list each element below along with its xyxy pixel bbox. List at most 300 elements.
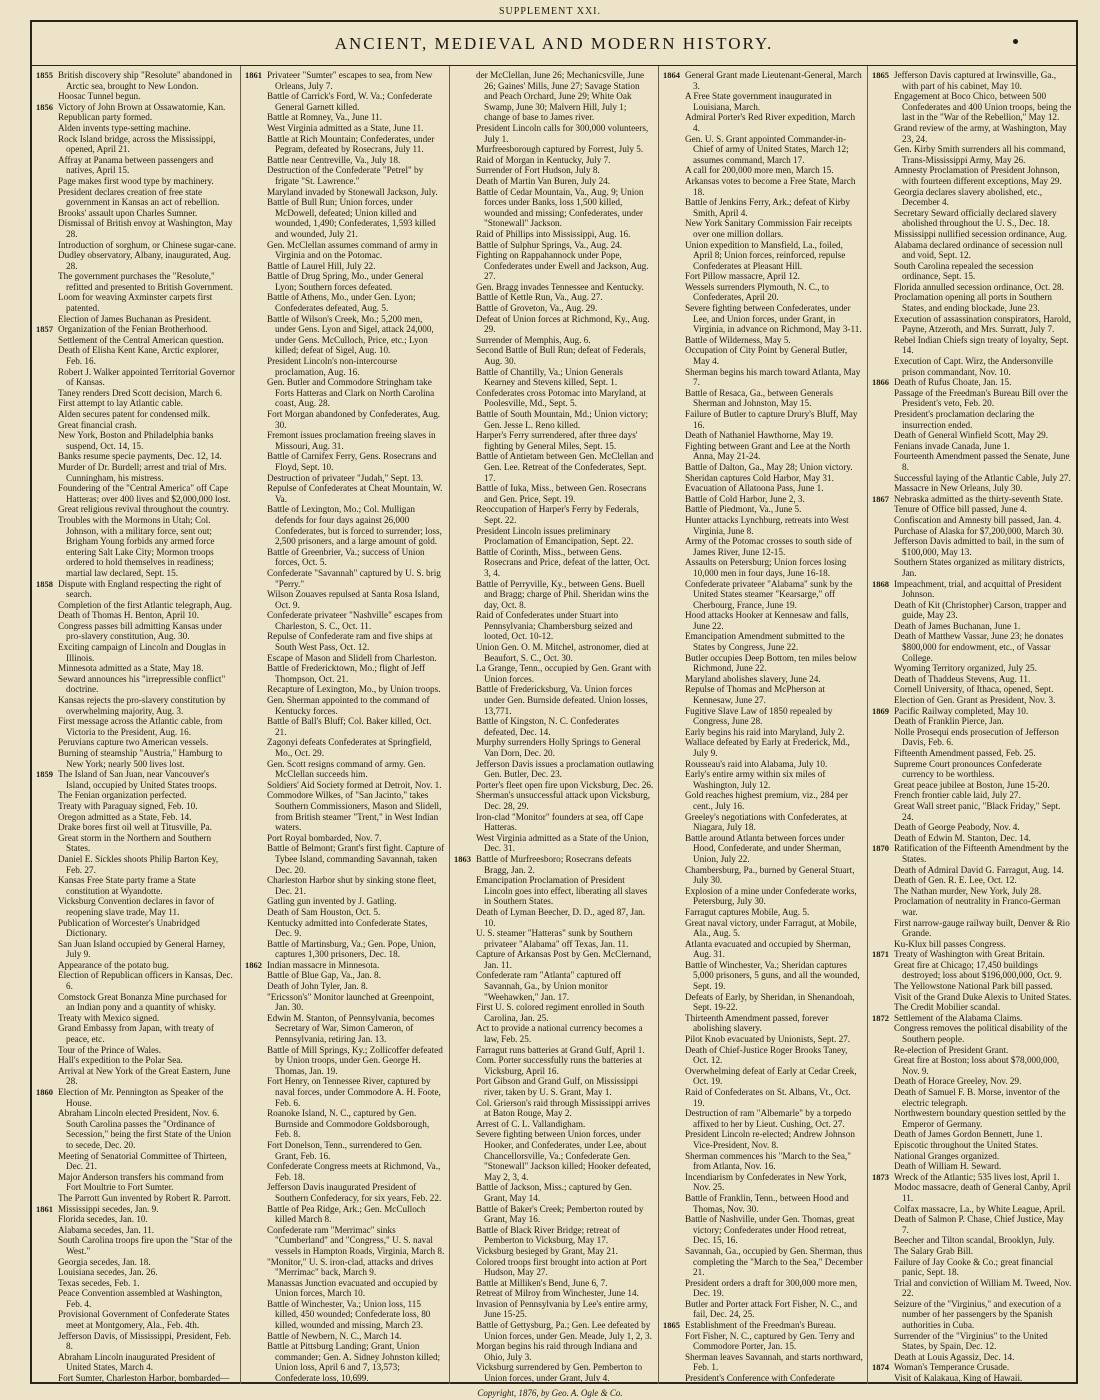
event-entry: Battle of Martinsburg, Va.; Gen. Pope, Union, captures 1,300 prisoners, Dec. 18. — [267, 938, 436, 960]
event-entry: Battle of Belmont; Grant's first fight. Capture of Tybee Island, commanding Savannah, taken Dec. 20. — [267, 843, 445, 875]
event-entry: Election of James Buchanan as President. — [58, 313, 212, 324]
event-entry: Seizure of the "Virginius," and execution of a number of her passengers by the Spanish authorities in Cuba. — [894, 1298, 1062, 1331]
event-entry: Dispute with England respecting the right of search. — [58, 578, 222, 600]
event-list — [894, 494, 1072, 579]
event-entry: Organization of the Fenian Brotherhood. — [58, 324, 208, 335]
event-entry: Battle of Ball's Bluff; Col. Baker killed, Oct. 21. — [267, 716, 432, 737]
event-list — [894, 1172, 1072, 1363]
event-entry: Fort Pillow massacre, April 12. — [685, 271, 800, 282]
event-entry: Great fire at Boston; loss about $78,000,000, Nov. 9. — [894, 1055, 1060, 1076]
event-entry: Evacuation of Allatoona Pass, June 1. — [685, 483, 824, 494]
event-entry: Fighting on Rappahannock under Pope, Confederates under Ewell and Jackson, Aug. 27. — [476, 250, 649, 282]
event-entry: Georgia declares slavery abolished, etc., December 4. — [894, 186, 1043, 208]
year-group — [872, 494, 1072, 579]
year-label: 1859 — [36, 769, 53, 780]
event-entry: Battle at Rich Mountain; Confederates, under Pegram, defeated by Rosecrans, July 11. — [267, 133, 435, 155]
event-entry: First narrow-gauge railway built, Denver & Rio Grande. — [894, 917, 1070, 939]
event-list — [894, 1362, 1072, 1384]
event-entry: Proclamation of neutrality in Franco-German war. — [894, 896, 1061, 917]
event-entry: Death of George Peabody, Nov. 4. — [894, 822, 1020, 833]
event-entry: Raid of Confederates under Stuart into Pennsylvania; Chambersburg seized and looted, Oct. 10-12. — [476, 610, 633, 642]
event-entry: Death of Lyman Beecher, D. D., aged 87, Jan. 10. — [476, 906, 646, 928]
event-entry: Kansas rejects the pro-slavery constitution by overwhelming majority, Aug. 3. — [58, 695, 226, 716]
event-entry: Execution of assassination conspirators, Harold, Payne, Atzeroth, and Mrs. Surratt, July 7. — [894, 313, 1072, 335]
event-entry: President Lincoln issues preliminary Proclamation of Emancipation, Sept. 22. — [476, 525, 634, 547]
event-list — [58, 769, 236, 1087]
event-entry: Arrival at New York of the Great Eastern, June 28. — [58, 1065, 231, 1087]
event-entry: Treaty with Mexico signed. — [58, 1012, 160, 1023]
event-entry: Death of General Winfield Scott, May 29. — [894, 430, 1049, 441]
event-entry: Minnesota admitted as a State, May 18. — [58, 663, 204, 674]
event-entry: Burning of steamship "Austria," Hamburg to New York; nearly 500 lives lost. — [58, 748, 223, 769]
event-entry: New York, Boston and Philadelphia banks suspend, Oct. 14, 15. — [58, 430, 214, 451]
event-entry: Battle of Piedmont, Va., June 5. — [685, 504, 802, 515]
event-entry: Fenians invade Canada, June 1. — [894, 440, 1010, 451]
event-list — [894, 1013, 1072, 1172]
event-entry: Death of Kit (Christopher) Carson, trapper and guide, May 23. — [894, 599, 1067, 621]
event-entry: Fort Donelson, Tenn., surrendered to Gen. Grant, Feb. 16. — [267, 1139, 423, 1161]
event-entry: Vicksburg besieged by Grant, May 21. — [476, 1245, 618, 1256]
year-group — [245, 70, 445, 960]
event-entry: President Lincoln calls for 300,000 volunteers, July 1. — [476, 122, 649, 144]
event-entry: Texas secedes, Feb. 1. — [58, 1277, 140, 1288]
event-entry: Battle of South Mountain, Md.; Union victory; Gen. Jesse L. Reno killed. — [476, 409, 649, 430]
event-entry: Hunter attacks Lynchburg, retreats into West Virginia, June 8. — [685, 514, 849, 536]
event-entry: President Lincoln's non-intercourse proclamation, Aug. 16. — [267, 356, 398, 377]
event-entry: Battle of Fredericktown, Mo.; flight of Jeff Thompson, Oct. 21. — [267, 663, 426, 684]
event-entry: Battle of Perryville, Ky., between Gens. Buell and Bragg; charge of Phil. Sheridan wins the day, Oct. 8. — [476, 578, 649, 610]
event-entry: Death of Samuel F. B. Morse, inventor of the electric telegraph. — [894, 1087, 1060, 1108]
event-entry: Mississippi secedes, Jan. 9. — [58, 1203, 159, 1214]
event-entry: Georgia secedes, Jan. 18. — [58, 1256, 151, 1267]
year-label: 1863 — [454, 853, 471, 864]
year-group — [36, 579, 236, 770]
event-entry: Beecher and Tilton scandal, Brooklyn, July. — [894, 1235, 1055, 1246]
year-label: 1865 — [872, 70, 889, 80]
event-entry: Treaty with Paraguay signed, Feb. 10. — [58, 800, 198, 811]
event-entry: Death of Elisha Kent Kane, Arctic explorer, Feb. 16. — [58, 345, 219, 367]
event-entry: Vicksburg Convention declares in favor of reopening slave trade, May 11. — [58, 896, 215, 917]
event-entry: Vicksburg surrendered by Gen. Pemberton to Union forces, under Grant, July 4. — [476, 1362, 643, 1384]
year-group — [872, 706, 1072, 844]
event-entry: Iron-clad "Monitor" founders at sea, off Cape Hatteras. — [476, 811, 644, 833]
event-entry: The Fenian organization perfected. — [58, 790, 187, 801]
event-entry: Failure of Butler to capture Drury's Bluff, May 16. — [685, 409, 858, 430]
event-entry: Great storm in the Northern and Southern States. — [58, 832, 212, 854]
event-entry: The government purchases the "Resolute," refitted and presented to British Government. — [58, 271, 233, 292]
event-entry: Battle of Wilderness, May 5. — [685, 334, 791, 345]
event-entry: Gen. U. S. Grant appointed Commander-in-Chief of army of United States, March 12; assumes command, March 17. — [685, 133, 849, 165]
event-entry: Farragut runs batteries at Grand Gulf, April 1. — [476, 1044, 645, 1055]
event-entry: Battle of Baker's Creek; Pemberton routed by Grant, May 16. — [476, 1203, 644, 1225]
event-entry: Battle of Iuka, Miss., between Gen. Rosecrans and Gen. Price, Sept. 19. — [476, 483, 647, 504]
event-entry: Second Battle of Bull Run; defeat of Federals, Aug. 30. — [476, 345, 646, 367]
event-entry: Death of James Gordon Bennett, June 1. — [894, 1129, 1043, 1140]
event-entry: Raid of Morgan in Kentucky, July 7. — [476, 154, 611, 165]
year-group — [872, 843, 1072, 949]
event-entry: Foundering of the "Central America" off Cape Hatteras; over 400 lives and $2,000,000 lost. — [58, 483, 231, 504]
event-entry: "Monitor," U. S. iron-clad, attacks and drives "Merrimac" back, March 9. — [267, 1256, 434, 1278]
event-entry: Murphy surrenders Holly Springs to General Van Dorn, Dec. 20. — [476, 737, 641, 758]
event-entry: Maryland abolishes slavery, June 24. — [685, 673, 821, 684]
event-entry: Early begins his raid into Maryland, July 2. — [685, 726, 845, 737]
event-entry: Confederate "Savannah" captured by U. S. brig "Perry." — [267, 567, 441, 589]
page-title: ANCIENT, MEDIEVAL AND MODERN HISTORY. — [334, 33, 774, 53]
event-entry: Charleston Harbor shut by sinking stone fleet, Dec. 21. — [267, 875, 437, 896]
year-label: 1861 — [245, 70, 262, 80]
title-bar — [32, 22, 1076, 66]
event-entry: Battle of Blue Gap, Va., Jan. 8. — [267, 970, 381, 981]
event-entry: French frontier cable laid, July 27. — [894, 790, 1021, 801]
event-entry: Soldiers' Aid Society formed at Detroit, Nov. 1. — [267, 779, 442, 790]
event-entry: Battle of Antietam between Gen. McClellan and Gen. Lee. Retreat of the Confederates, Sept. 17. — [476, 451, 654, 483]
event-entry: Battle of Carrick's Ford, W. Va.; Confederate General Garnett killed. — [267, 91, 433, 112]
event-entry: Surrender of Memphis, Aug. 6. — [476, 334, 591, 345]
event-entry: Battle of Lexington, Mo.; Col. Mulligan defends for four days against 26,000 Confederates, but is forced to surrender; loss, 2,500 prisoners, and a large amount of gold. — [267, 504, 442, 547]
event-entry: Appearance of the potato bug. — [58, 959, 169, 970]
event-entry: Drake bores first oil well at Titusville, Pa. — [58, 822, 212, 833]
event-entry: Gen. Butler and Commodore Stringham take Forts Hatteras and Clark on North Carolina coast, Aug. 28. — [267, 377, 435, 409]
event-entry: Fort Morgan abandoned by Confederates, Aug. 30. — [267, 409, 441, 430]
event-entry: Army of the Potomac crosses to south side of James River, June 12-15. — [685, 536, 852, 557]
event-entry: Page makes first wood type by machinery. — [58, 175, 214, 186]
event-entry: Jefferson Davis inaugurated President of Southern Confederacy, for six years, Feb. 22. — [267, 1182, 442, 1203]
event-entry: Privateer "Sumter" escapes to sea, from New Orleans, July 7. — [267, 70, 433, 91]
event-entry: Election of Republican officers in Kansas, Dec. 6. — [58, 970, 233, 992]
event-entry: Congress removes the political disability of the Southern people. — [894, 1023, 1068, 1045]
year-group — [454, 854, 654, 1384]
event-entry: President's proclamation declaring the insurrection ended. — [894, 409, 1035, 430]
event-entry: Port Royal bombarded, Nov. 7. — [267, 832, 382, 843]
event-list — [894, 843, 1072, 949]
year-label: 1873 — [872, 1171, 889, 1182]
year-label: 1855 — [36, 70, 53, 80]
event-entry: Battle of Greenbrier, Va.; success of Union forces, Oct. 5. — [267, 546, 425, 568]
event-entry: West Virginia admitted as a State, June 11. — [267, 122, 424, 133]
event-entry: Battle of Athens, Mo., under Gen. Lyon; Confederates defeated, Aug. 5. — [267, 292, 416, 314]
event-entry: Brooks' assault upon Charles Sumner. — [58, 207, 198, 218]
event-entry: Morgan begins his raid through Indiana and Ohio, July 3. — [476, 1341, 638, 1362]
event-entry: Raid of Confederates on St. Albans, Vt., Oct. 19. — [685, 1087, 851, 1108]
event-entry: Death of Admiral David G. Farragut, Aug. 14. — [894, 864, 1064, 875]
event-entry: Fremont issues proclamation freeing slaves in Missouri, Aug. 31. — [267, 430, 436, 451]
event-entry: Great Wall street panic, "Black Friday," Sept. 24. — [894, 800, 1061, 822]
event-entry: Oregon admitted as a State, Feb. 14. — [58, 811, 192, 822]
event-list — [685, 1320, 863, 1384]
event-entry: Thirteenth Amendment passed, forever abolishing slavery. — [685, 1012, 829, 1034]
event-entry: Com. Porter successfully runs the batteries at Vicksburg, April 16. — [476, 1055, 643, 1076]
event-entry: Battle of Kingston, N. C. Confederates defeated, Dec. 14. — [476, 716, 619, 737]
event-list — [685, 70, 863, 1320]
event-entry: Port Gibson and Grand Gulf, on Mississippi river, taken by U. S. Grant, May 1. — [476, 1076, 639, 1097]
event-entry: Surrender of the "Virginius" to the United States, by Spain, Dec. 12. — [894, 1330, 1048, 1352]
event-entry: Peace Convention assembled at Washington, Feb. 4. — [58, 1288, 223, 1309]
event-entry: Battle of Resaca, Ga., between Generals Sherman and Johnston, May 15. — [685, 387, 833, 409]
event-entry: Murder of Dr. Burdell; arrest and trial of Mrs. Cunningham, his mistress. — [58, 461, 227, 483]
event-entry: First U. S. colored regiment enrolled in South Carolina, Jan. 25. — [476, 1002, 645, 1023]
event-entry: Greeley's negotiations with Confederates, at Niagara, July 18. — [685, 811, 848, 833]
event-entry: National Granges organized. — [894, 1150, 1000, 1161]
event-entry: Chambersburg, Pa., burned by General Stuart, July 30. — [685, 864, 855, 886]
event-entry: President Lincoln re-elected; Andrew Johnson Vice-President, Nov. 8. — [685, 1129, 855, 1150]
event-entry: Death of Gen. R. E. Lee, Oct. 12. — [894, 875, 1017, 886]
event-entry: Publication of Worcester's Unabridged Dictionary. — [58, 917, 200, 939]
event-entry: Introduction of sorghum, or Chinese sugar-cane. — [58, 239, 236, 250]
event-entry: Alden secures patent for condensed milk. — [58, 409, 211, 419]
year-group — [872, 1013, 1072, 1172]
event-entry: Gen. Bragg invades Tennessee and Kentucky. — [476, 281, 644, 292]
event-list — [894, 579, 1072, 706]
event-entry: Battle at Romney, Va., June 11. — [267, 112, 382, 123]
event-entry: Re-election of President Grant. — [894, 1044, 1009, 1055]
year-group — [872, 949, 1072, 1013]
event-entry: Battle of Bull Run; Union forces, under McDowell, defeated; Union killed and wounded, 1,490; Confederates, 1,593 killed and wounded, July 21. — [267, 197, 436, 239]
event-entry: Jefferson Davis issues a proclamation outlawing Gen. Butler, Dec. 23. — [476, 758, 654, 780]
event-entry: Proclamation opening all ports in Southern States, and ending blockade, June 23. — [894, 292, 1052, 314]
event-entry: Passage of the Freedman's Bureau Bill over the President's veto, Feb. 20. — [894, 387, 1068, 409]
event-entry: Congress passes bill admitting Kansas under pro-slavery constitution, Aug. 30. — [58, 620, 223, 642]
event-entry: Commodore Wilkes, of "San Jacinto," takes Southern Commissioners, Mason and Slidell, from British steamer "Trent," in West Indian waters. — [267, 790, 442, 833]
event-entry: Kentucky admitted into Confederate States, Dec. 9. — [267, 917, 428, 939]
event-entry: Porter's fleet open fire upon Vicksburg, Dec. 26. — [476, 779, 654, 790]
year-label: 1871 — [872, 949, 889, 960]
event-entry: Escape of Mason and Slidell from Charleston. — [267, 652, 437, 663]
event-entry: Wilson Zouaves repulsed at Santa Rosa Island, Oct. 9. — [267, 589, 440, 610]
year-label: 1867 — [872, 493, 889, 504]
event-entry: Jefferson Davis captured at Irwinsville, Ga., with part of his cabinet, May 10. — [894, 70, 1057, 91]
event-entry: Explosion of a mine under Confederate works, Petersburg, July 30. — [685, 885, 857, 907]
event-entry: Gen. Sherman appointed to the command of Kentucky forces. — [267, 695, 430, 716]
event-entry: Confederate privateer "Alabama" sunk by the United States steamer "Kearsarge," off Cherbourg, France, June 19. — [685, 578, 853, 610]
event-entry: Sherman leaves Savannah, and starts northward, Feb. 1. — [685, 1351, 863, 1373]
event-entry: First attempt to lay Atlantic cable. — [58, 398, 184, 409]
year-group — [872, 377, 1072, 494]
event-entry: The Parrott Gun invented by Robert R. Parrott. — [58, 1192, 231, 1203]
event-entry: Pilot Knob evacuated by Unionists, Sept. 27. — [685, 1034, 851, 1045]
event-entry: Fugitive Slave Law of 1850 repealed by Congress, June 28. — [685, 705, 833, 727]
event-entry: Great religious revival throughout the country. — [58, 504, 229, 515]
event-entry: Alabama declared ordinance of secession null and void, Sept. 12. — [894, 239, 1063, 261]
event-entry: Northwestern boundary question settled by the Emperor of Germany. — [894, 1108, 1066, 1129]
event-entry: Jefferson Davis admitted to bail, in the sum of $100,000, May 13. — [894, 536, 1065, 557]
event-entry: Impeachment, trial, and acquittal of President Johnson. — [894, 578, 1062, 600]
year-group — [872, 70, 1072, 377]
event-entry: Amnesty Proclamation of President Johnson, with fourteen different exceptions, May 29. — [894, 165, 1062, 186]
event-entry: Maryland invaded by Stonewall Jackson, July. — [267, 186, 438, 197]
event-entry: Pacific Railway completed, May 10. — [894, 705, 1029, 716]
event-entry: Massacre in New Orleans, July 30. — [894, 483, 1023, 494]
year-label: 1865 — [663, 1320, 680, 1331]
event-entry: Election of Mr. Pennington as Speaker of the House. — [58, 1087, 224, 1108]
event-entry: Overwhelming defeat of Early at Cedar Creek, Oct. 19. — [685, 1065, 857, 1087]
event-entry: Florida annulled secession ordinance, Oct. 28. — [894, 281, 1064, 292]
year-group — [36, 102, 236, 324]
event-entry: Meeting of Senatorial Committee of Thirteen, Dec. 21. — [58, 1150, 227, 1172]
year-label: 1872 — [872, 1012, 889, 1023]
event-entry: Purchase of Alaska for $7,200,000, March 30. — [894, 525, 1064, 536]
event-entry: Battle of Kettle Run, Va., Aug. 27. — [476, 292, 603, 303]
event-entry: Atlanta evacuated and occupied by Sherman, Aug. 31. — [685, 938, 851, 960]
event-entry: Assaults on Petersburg; Union forces losing 10,000 men in four days, June 16-18. — [685, 557, 847, 578]
event-entry: Alden invents type-setting machine. — [58, 122, 191, 133]
event-entry: Banks resume specie payments, Dec. 12, 14. — [58, 451, 222, 462]
event-entry: Capture of Arkansas Post by Gen. McClernand, Jan. 11. — [476, 949, 652, 970]
year-group — [36, 70, 236, 102]
event-entry: Fort Fisher, N. C., captured by Gen. Terry and Commodore Porter, Jan. 15. — [685, 1330, 855, 1352]
event-entry: Butler and Porter attack Fort Fisher, N. C., and fail, Dec. 24, 25. — [685, 1298, 858, 1320]
event-entry: "Ericsson's" Monitor launched at Greenpoint, Jan. 30. — [267, 991, 435, 1013]
event-entry: Battle of Groveton, Va., Aug. 29. — [476, 303, 598, 314]
year-label: 1862 — [245, 959, 262, 970]
event-entry: Retreat of Milroy from Winchester, June 14. — [476, 1288, 639, 1299]
event-entry: Great fire at Chicago; 17,450 buildings destroyed; loss about $196,000,000, Oct. 9. — [894, 959, 1062, 981]
event-entry: Battle of Pea Ridge, Ark.; Gen. McCulloch killed March 8. — [267, 1203, 426, 1225]
event-entry: Death of Chief-Justice Roger Brooks Taney, Oct. 12. — [685, 1044, 848, 1066]
event-entry: der McClellan, June 26; Mechanicsville, June 26; Gaines' Mills, June 27; Savage Station and Peach Orchard, June 29; White Oak Swamp, June 30; Malvern Hill, July 1; change of base to James river. — [476, 70, 645, 123]
event-list — [58, 1087, 236, 1204]
year-label: 1869 — [872, 705, 889, 716]
event-entry: Destruction of the Confederate "Petrel" by frigate "St. Lawrence." — [267, 165, 424, 186]
event-entry: Rock Island bridge, across the Mississippi, opened, April 21. — [58, 133, 216, 155]
event-entry: Admiral Porter's Red River expedition, March 4. — [685, 112, 856, 133]
event-entry: Gen. Kirby Smith surrenders all his command, Trans-Mississippi Army, May 26. — [894, 144, 1066, 165]
event-entry: The Island of San Juan, near Vancouver's Island, occupied by United States troops. — [58, 769, 217, 790]
event-entry: Failure of Jay Cooke & Co.; great financial panic, Sept. 18. — [894, 1256, 1054, 1278]
event-entry: Exciting campaign of Lincoln and Douglas in Illinois. — [58, 642, 226, 663]
event-entry: Kansas Free State party frame a State constitution at Wyandotte. — [58, 875, 196, 896]
event-list — [58, 70, 236, 102]
event-entry: Death of Matthew Vassar, June 23; he donates $800,000 for endowment, etc., of Vassar College. — [894, 631, 1064, 663]
event-entry: Murfreesborough captured by Forrest, July 5. — [476, 144, 644, 155]
event-entry: Reoccupation of Harper's Ferry by Federals, Sept. 22. — [476, 504, 639, 525]
event-entry: Battle of Chantilly, Va.; Union Generals Kearney and Stevens killed, Sept. 1. — [476, 366, 623, 388]
event-entry: Execution of Capt. Wirz, the Andersonville prison commandant, Nov. 10. — [894, 356, 1053, 377]
event-entry: Indian massacre in Minnesota. — [267, 959, 380, 970]
event-entry: Repulse of Thomas and McPherson at Kennesaw, June 27. — [685, 684, 825, 706]
event-entry: Death of John Tyler, Jan. 8. — [267, 981, 368, 992]
event-entry: Fifteenth Amendment passed, Feb. 25. — [894, 748, 1036, 758]
event-entry: Modoc massacre, death of General Canby, April 11. — [894, 1182, 1071, 1203]
event-entry: Battle of Cedar Mountain, Va., Aug. 9; Union forces under Banks, loss 1,500 killed, wounded and missing; Confederates, under "Stonewall" Jackson. — [476, 186, 644, 229]
event-entry: A Free State government inaugurated in Louisiana, March. — [685, 91, 832, 112]
event-entry: Battle of Mill Springs, Ky.; Zollicoffer defeated by Union troops, under Gen. George H. Thomas, Jan. 19. — [267, 1044, 443, 1076]
event-entry: Battle of Laurel Hill, July 22. — [267, 260, 376, 271]
event-entry: Confederate ram "Atlanta" captured off Savannah, Ga., by Union monitor "Weehawken," Jan. 17. — [476, 970, 622, 1002]
event-entry: Battle of Drug Spring, Mo., under General Lyon; Southern forces defeated. — [267, 271, 424, 292]
event-entry: Ku-Klux bill passes Congress. — [894, 938, 1006, 949]
event-entry: Robert J. Walker appointed Territorial Governor of Kansas. — [58, 366, 235, 388]
event-entry: Wyoming Territory organized, July 25. — [894, 663, 1037, 674]
event-list — [58, 1204, 236, 1384]
event-entry: President orders a draft for 300,000 more men, Dec. 19. — [685, 1277, 858, 1299]
event-entry: Loom for weaving Axminster carpets first patented. — [58, 292, 213, 314]
event-entry: Wallace defeated by Early at Frederick, Md., July 9. — [685, 737, 850, 758]
event-entry: Grand Embassy from Japan, with treaty of peace, etc. — [58, 1023, 214, 1045]
year-label: 1860 — [36, 1087, 53, 1097]
event-entry: Florida secedes, Jan. 10. — [58, 1214, 148, 1225]
event-entry: Establishment of the Freedman's Bureau. — [685, 1320, 836, 1331]
event-entry: Sherman commences his "March to the Sea," from Atlanta, Nov. 16. — [685, 1150, 851, 1172]
year-group — [36, 1204, 236, 1384]
history-column-2 — [241, 66, 450, 1384]
event-entry: Death of Salmon P. Chase, Chief Justice, May 7. — [894, 1214, 1064, 1235]
event-entry: Seward announces his "irrepressible conflict" doctrine. — [58, 673, 226, 695]
event-entry: Rebel Indian Chiefs sign treaty of loyalty, Sept. 14. — [894, 334, 1069, 356]
event-entry: Manassas Junction evacuated and occupied by Union forces, March 10. — [267, 1277, 438, 1299]
event-entry: Jefferson Davis, of Mississippi, President, Feb. 8. — [58, 1330, 232, 1352]
event-entry: Early's entire army within six miles of Washington, July 12. — [685, 769, 826, 790]
event-entry: Battle of Cold Harbor, June 2, 3. — [685, 493, 805, 504]
event-entry: Woman's Temperance Crusade. — [894, 1362, 1010, 1373]
event-entry: Ratification of the Fifteenth Amendment by the States. — [894, 843, 1069, 864]
event-entry: The Salary Grab Bill. — [894, 1245, 974, 1256]
event-entry: Battle of Fredericksburg, Va. Union forces under Gen. Burnside defeated. Union losses, 13,771. — [476, 684, 648, 716]
event-entry: Colored troops first brought into action at Port Hudson, May 27. — [476, 1256, 647, 1278]
event-entry: Dudley observatory, Albany, inaugurated, Aug. 28. — [58, 250, 231, 271]
event-entry: Fighting between Grant and Lee at the North Anna, May 21-24. — [685, 440, 851, 462]
event-entry: Major Anderson transfers his command from Fort Moultrie to Fort Sumter. — [58, 1171, 224, 1193]
event-entry: Battle of Wilson's Creek, Mo.; 5,200 men, under Gens. Lyon and Sigel, attack 24,000, under Gens. McCulloch, Price, etc.; Lyon killed; defeat of Sigel, Aug. 10. — [267, 313, 434, 356]
event-entry: Death of Sam Houston, Oct. 5. — [267, 906, 381, 917]
event-entry: Comstock Great Bonanza Mine purchased for an Indian pony and a quantity of whisky. — [58, 991, 227, 1013]
year-label: 1858 — [36, 578, 53, 589]
event-entry: Occupation of City Point by General Butler, May 4. — [685, 345, 848, 367]
event-entry: Battle of Jackson, Miss.; captured by Gen. Grant, May 14. — [476, 1182, 632, 1203]
event-entry: Roanoke Island, N. C., captured by Gen. Burnside and Commodore Goldsborough, Feb. 8. — [267, 1108, 430, 1140]
event-entry: Nebraska admitted as the thirty-seventh State. — [894, 493, 1063, 504]
event-entry: Act to provide a national currency becomes a law, Feb. 25. — [476, 1023, 643, 1045]
event-entry: Successful laying of the Atlantic Cable, July 27. — [894, 472, 1071, 483]
year-label: 1868 — [872, 578, 889, 589]
supplement-label: SUPPLEMENT XXI. — [498, 6, 602, 17]
event-entry: Treaty of Washington with Great Britain. — [894, 949, 1045, 960]
event-entry: Death of Thomas H. Benton, April 10. — [58, 610, 199, 621]
event-entry: Death of Horace Greeley, Nov. 29. — [894, 1076, 1022, 1087]
event-entry: Death of Martin Van Buren, July 24. — [476, 175, 611, 186]
event-entry: Great naval victory, under Farragut, at Mobile, Ala., Aug. 5. — [685, 917, 857, 939]
event-entry: Southern States organized as military districts, Jan. — [894, 557, 1065, 578]
event-entry: Settlement of the Central American question. — [58, 334, 224, 345]
event-entry: Death of Thaddeus Stevens, Aug. 11. — [894, 673, 1031, 684]
event-entry: Repulse of Confederate ram and five ships at South West Pass, Oct. 12. — [267, 631, 433, 653]
event-entry: Death of Edwin M. Stanton, Dec. 14. — [894, 832, 1031, 843]
event-entry: Invasion of Pennsylvania by Lee's entire army, June 15-25. — [476, 1298, 648, 1320]
event-entry: Battle of Corinth, Miss., between Gens. Rosecrans and Price, defeat of the latter, Oct. 3, 4. — [476, 546, 650, 578]
event-entry: Supreme Court pronounces Confederate currency to be worthless. — [894, 758, 1042, 780]
year-label: 1866 — [872, 377, 889, 388]
event-entry: Battle of Murfreesboro; Rosecrans defeats Bragg, Jan. 2. — [476, 853, 632, 875]
event-entry: The Nathan murder, New York, July 28. — [894, 885, 1042, 896]
event-entry: President's Conference with Confederate — [685, 1373, 835, 1384]
event-entry: Emancipation Proclamation of President Lincoln goes into effect, liberating all slaves in Southern States. — [476, 875, 648, 907]
year-label: 1864 — [663, 70, 680, 80]
event-entry: Battle of Carnifex Ferry, Gens. Rosecrans and Floyd, Sept. 10. — [267, 451, 437, 472]
event-entry: Affray at Panama between passengers and natives, April 15. — [58, 154, 214, 176]
event-entry: General Grant made Lieutenant-General, March 3. — [685, 70, 862, 91]
event-entry: Visit of the Grand Duke Alexis to United States. — [894, 991, 1072, 1002]
event-entry: Confederates cross Potomac into Maryland, at Poolesville, Md., Sept. 5. — [476, 387, 646, 409]
event-entry: Edwin M. Stanton, of Pennsylvania, becomes Secretary of War, Simon Cameron, of Pennsylvania, retiring Jan. 13. — [267, 1012, 435, 1045]
event-entry: Surrender of Fort Hudson, July 8. — [476, 165, 600, 176]
event-entry: Confederate ram "Merrimac" sinks "Cumberland" and "Congress," U. S. naval vessels in Hampton Roads, Virginia, March 8. — [267, 1224, 445, 1256]
event-entry: Butler occupies Deep Bottom, ten miles below Richmond, June 22. — [685, 652, 857, 674]
event-entry: Farragut captures Mobile, Aug. 5. — [685, 906, 810, 917]
event-entry: South Carolina troops fire upon the "Star of the West." — [58, 1235, 233, 1256]
event-entry: The Credit Mobilier scandal. — [894, 1002, 1001, 1013]
event-entry: Fort Sumter, Charleston Harbor, bombarded— — [58, 1373, 230, 1384]
event-entry: Abraham Lincoln elected President, Nov. 6. South Carolina passes the "Ordinance of Secession," being the first State of the Union to secede, Dec. 20. — [58, 1108, 232, 1150]
event-entry: Battle of Jenkins Ferry, Ark.; defeat of Kirby Smith, April 4. — [685, 197, 850, 218]
